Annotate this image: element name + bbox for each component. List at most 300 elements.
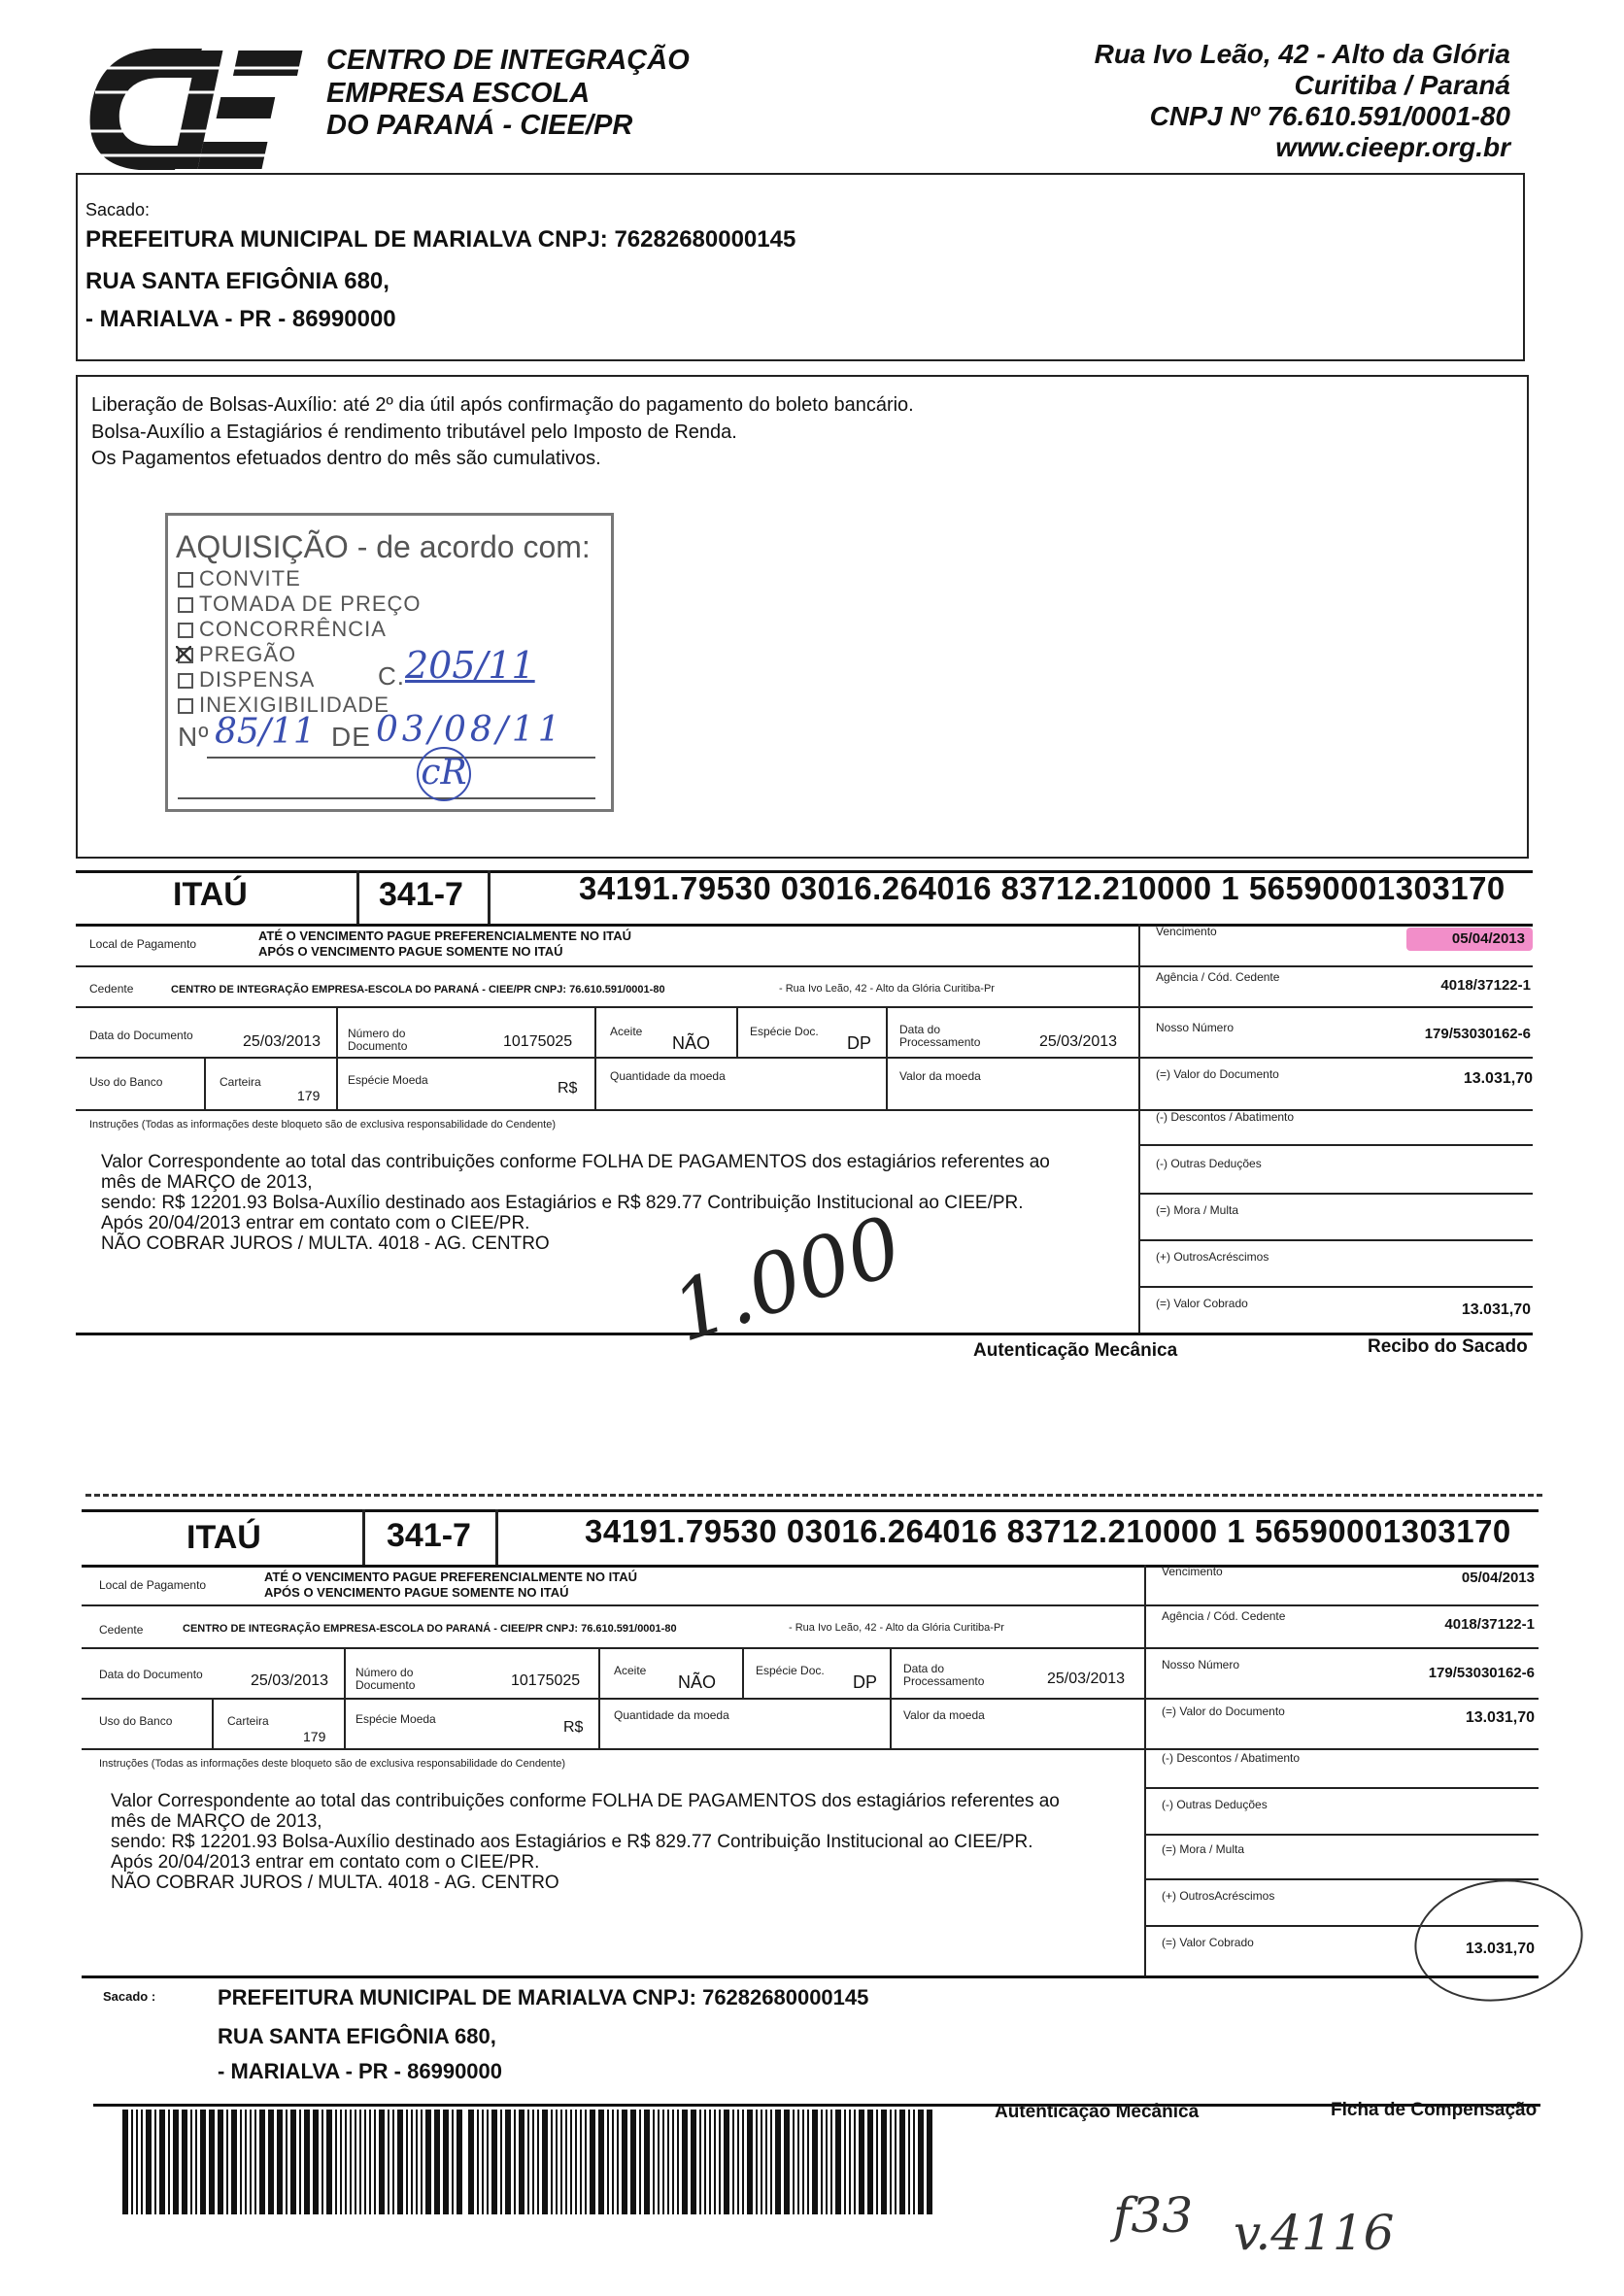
slip2-carteira: 179 <box>303 1729 326 1744</box>
barcode-bar <box>434 2110 440 2214</box>
barcode-bar <box>254 2110 256 2214</box>
stamp-title: AQUISIÇÃO - de acordo com: <box>176 529 591 564</box>
notice-line2: Bolsa-Auxílio a Estagiários é rendimento tributável pelo Imposto de Renda. <box>91 422 737 443</box>
barcode-bar <box>131 2110 133 2214</box>
barcode-bar <box>355 2110 356 2214</box>
slip2-bank-name: ITAÚ <box>186 1519 261 1556</box>
slip2-cedente-addr: - Rua Ivo Leão, 42 - Alto da Glória Curitiba-Pr <box>789 1622 1004 1634</box>
slip1-cedente-label: Cedente <box>89 982 134 996</box>
notice-line3: Os Pagamentos efetuados dentro do mês são cumulativos. <box>91 448 601 469</box>
slip1-qtd-moeda-label: Quantidade da moeda <box>610 1069 726 1083</box>
org-name-line3: DO PARANÁ - CIEE/PR <box>326 110 633 141</box>
slip2-local-text-2: APÓS O VENCIMENTO PAGUE SOMENTE NO ITAÚ <box>264 1585 569 1600</box>
barcode-bar <box>667 2110 669 2214</box>
slip1-autenticacao: Autenticação Mecânica <box>973 1340 1178 1361</box>
barcode-bar <box>245 2110 247 2214</box>
stamp-option-label: CONCORRÊNCIA <box>199 617 387 641</box>
slip2-vencimento: 05/04/2013 <box>1461 1570 1535 1586</box>
slip2-especie-doc: DP <box>853 1672 878 1692</box>
slip1-uso-banco-label: Uso do Banco <box>89 1075 163 1089</box>
slip2-especie-doc-label: Espécie Doc. <box>756 1664 825 1677</box>
stamp-option-label: CONVITE <box>199 566 301 591</box>
barcode-bar <box>876 2110 878 2214</box>
slip2-local-label: Local de Pagamento <box>99 1578 207 1592</box>
barcode-bar <box>388 2110 389 2214</box>
barcode-bar <box>411 2110 413 2214</box>
notice-line1: Liberação de Bolsas-Auxílio: até 2º dia útil após confirmação do pagamento do boleto bancário. <box>91 394 914 416</box>
slip1-row-line <box>76 965 1533 967</box>
slip1-cedente: CENTRO DE INTEGRAÇÃO EMPRESA-ESCOLA DO PARANÁ - CIEE/PR CNPJ: 76.610.591/0001-80 <box>171 984 665 996</box>
slip2-data-doc: 25/03/2013 <box>251 1672 329 1689</box>
slip1-outras-deducoes-label: (-) Outras Deduções <box>1156 1157 1262 1170</box>
barcode-bar <box>290 2110 296 2214</box>
barcode-bar <box>141 2110 143 2214</box>
barcode-bar <box>913 2110 915 2214</box>
slip1-instrucoes-label: Instruções (Todas as informações deste bloqueto são de exclusiva responsabilidade do Cendente) <box>89 1119 557 1131</box>
org-address-line2: Curitiba / Paraná <box>1294 70 1510 100</box>
slip1-divider <box>488 870 491 925</box>
barcode-bar <box>918 2110 924 2214</box>
barcode-bar <box>565 2110 567 2214</box>
barcode-bar <box>719 2110 721 2214</box>
barcode-bar <box>226 2110 228 2214</box>
stamp-no-label: Nº <box>178 722 210 752</box>
barcode-bar <box>200 2110 206 2214</box>
slip2-row-line <box>82 1647 1539 1649</box>
slip2-cedente-label: Cedente <box>99 1623 144 1637</box>
slip2-valor-cobrado-label: (=) Valor Cobrado <box>1162 1936 1254 1949</box>
barcode-bar <box>173 2110 179 2214</box>
barcode-bar <box>268 2110 274 2214</box>
slip1-num-doc: 10175025 <box>503 1033 573 1050</box>
slip1-bank-code: 341-7 <box>379 876 463 913</box>
barcode-bar <box>326 2110 332 2214</box>
slip1-data-proc-label: Data do Processamento <box>899 1023 981 1049</box>
barcode-bar <box>542 2110 548 2214</box>
barcode-bar <box>612 2110 614 2214</box>
slip1-digitable-line: 34191.79530 03016.264016 83712.210000 1 56590001303170 <box>579 870 1506 906</box>
slip2-sacado-label: Sacado : <box>103 1989 156 2004</box>
slip2-sacado-city: - MARIALVA - PR - 86990000 <box>218 2059 503 2083</box>
slip2-bottom-line <box>82 1975 1539 1978</box>
acquisition-stamp <box>165 513 614 812</box>
barcode-bar <box>570 2110 572 2214</box>
barcode-bar <box>369 2110 371 2214</box>
barcode-bar <box>756 2110 758 2214</box>
stamp-c-label: C. <box>378 661 405 691</box>
barcode-bar <box>672 2110 674 2214</box>
barcode-bar <box>704 2110 706 2214</box>
barcode-bar <box>519 2110 524 2214</box>
barcode-bar <box>622 2110 627 2214</box>
slip2-row-line <box>82 1698 1539 1700</box>
slip2-descontos-label: (-) Descontos / Abatimento <box>1162 1751 1301 1765</box>
barcode-bar <box>340 2110 342 2214</box>
barcode-bar <box>209 2110 215 2214</box>
stamp-option-label: INEXIGIBILIDADE <box>199 692 389 717</box>
barcode-bar <box>867 2110 873 2214</box>
barcode-bar <box>397 2110 403 2214</box>
slip1-valor-cobrado-label: (=) Valor Cobrado <box>1156 1297 1248 1310</box>
slip2-col-divider <box>1144 1565 1146 1976</box>
slip2-num-doc: 10175025 <box>511 1672 581 1689</box>
barcode-bar <box>709 2110 711 2214</box>
slip2-instr-line4: Após 20/04/2013 entrar em contato com o CIEE/PR. <box>111 1852 540 1873</box>
barcode-bar <box>286 2110 288 2214</box>
slip1-right-line <box>1138 1193 1533 1195</box>
barcode-bar <box>505 2110 511 2214</box>
barcode-bar <box>259 2110 265 2214</box>
handwritten-circle <box>1406 1869 1591 2011</box>
slip1-instr-line1: Valor Correspondente ao total das contribuições conforme FOLHA DE PAGAMENTOS dos estagiários referentes ao <box>101 1152 1050 1172</box>
barcode-bar <box>556 2110 558 2214</box>
barcode-bar <box>374 2110 376 2214</box>
slip1-col-divider <box>1138 924 1140 1334</box>
slip1-especie-doc-label: Espécie Doc. <box>750 1025 819 1038</box>
barcode-bar <box>468 2110 474 2214</box>
barcode <box>118 2110 940 2214</box>
barcode-bar <box>802 2110 804 2214</box>
slip1-local-text-1: ATÉ O VENCIMENTO PAGUE PREFERENCIALMENTE NO ITAÚ <box>258 929 632 943</box>
barcode-bar <box>580 2110 582 2214</box>
slip1-cell-divider <box>204 1057 206 1109</box>
slip2-data-proc: 25/03/2013 <box>1047 1671 1126 1687</box>
org-cnpj: CNPJ Nº 76.610.591/0001-80 <box>1149 101 1510 131</box>
slip1-especie-moeda-label: Espécie Moeda <box>348 1073 428 1087</box>
handwritten-note-1: f33 <box>1113 2187 1194 2244</box>
barcode-bar <box>658 2110 660 2214</box>
barcode-bar <box>859 2110 864 2214</box>
slip2-instr-line2: mês de MARÇO de 2013, <box>111 1811 322 1832</box>
barcode-bar <box>630 2110 636 2214</box>
org-website: www.cieepr.org.br <box>1275 132 1510 162</box>
barcode-bar <box>844 2110 846 2214</box>
slip2-uso-banco-label: Uso do Banco <box>99 1714 173 1728</box>
slip2-header-bottom <box>82 1565 1539 1568</box>
slip2-especie-moeda: R$ <box>563 1719 584 1736</box>
slip2-instr-line1: Valor Correspondente ao total das contribuições conforme FOLHA DE PAGAMENTOS dos estagiários referentes ao <box>111 1791 1060 1811</box>
barcode-bar <box>250 2110 252 2214</box>
barcode-bar <box>807 2110 809 2214</box>
slip1-valor-doc-label: (=) Valor do Documento <box>1156 1067 1279 1081</box>
slip2-right-line <box>1144 1878 1539 1880</box>
barcode-bar <box>821 2110 823 2214</box>
slip2-sacado-name: PREFEITURA MUNICIPAL DE MARIALVA CNPJ: 76282680000145 <box>218 1985 869 2009</box>
barcode-bar <box>146 2110 152 2214</box>
slip1-nosso-numero: 179/53030162-6 <box>1424 1026 1531 1042</box>
barcode-bar <box>487 2110 489 2214</box>
barcode-bar <box>765 2110 767 2214</box>
barcode-bar <box>927 2110 932 2214</box>
barcode-bar <box>881 2110 887 2214</box>
barcode-bar <box>812 2110 818 2214</box>
barcode-bar <box>299 2110 301 2214</box>
slip1-local-text-2: APÓS O VENCIMENTO PAGUE SOMENTE NO ITAÚ <box>258 944 563 959</box>
barcode-bar <box>335 2110 337 2214</box>
barcode-bar <box>826 2110 828 2214</box>
barcode-bar <box>714 2110 716 2214</box>
sacado-street: RUA SANTA EFIGÔNIA 680, <box>85 268 389 294</box>
slip2-cell-divider <box>212 1698 214 1748</box>
barcode-bar <box>653 2110 655 2214</box>
barcode-bar <box>854 2110 856 2214</box>
barcode-bar <box>231 2110 237 2214</box>
slip2-data-proc-label: Data do Processamento <box>903 1662 985 1688</box>
slip1-agencia: 4018/37122-1 <box>1440 977 1531 994</box>
barcode-bar <box>732 2110 734 2214</box>
slip2-agencia: 4018/37122-1 <box>1444 1616 1535 1633</box>
sacado-label: Sacado: <box>85 200 151 219</box>
slip1-header-bottom <box>76 924 1533 927</box>
stamp-no-value: 85/11 <box>215 712 316 752</box>
slip2-instr-line3: sendo: R$ 12201.93 Bolsa-Auxílio destinado aos Estagiários e R$ 829.77 Contribuição Institucional ao CIEE/PR. <box>111 1832 1033 1852</box>
slip2-row-line <box>82 1604 1539 1606</box>
slip1-vencimento-label: Vencimento <box>1156 925 1217 938</box>
slip1-especie-doc: DP <box>847 1033 872 1053</box>
barcode-bar <box>218 2110 223 2214</box>
slip2-valor-moeda-label: Valor da moeda <box>903 1708 985 1722</box>
slip2-digitable-line: 34191.79530 03016.264016 83712.210000 1 56590001303170 <box>585 1513 1511 1549</box>
slip1-cedente-addr: - Rua Ivo Leão, 42 - Alto da Glória Curitiba-Pr <box>779 983 995 995</box>
checkbox-icon <box>178 572 193 588</box>
slip2-carteira-label: Carteira <box>227 1714 269 1728</box>
barcode-bar <box>159 2110 165 2214</box>
barcode-bar <box>527 2110 529 2214</box>
barcode-bar <box>849 2110 851 2214</box>
barcode-bar <box>699 2110 701 2214</box>
barcode-bar <box>742 2110 744 2214</box>
barcode-bar <box>313 2110 319 2214</box>
slip1-row-line <box>76 1006 1533 1008</box>
stamp-option-concorrencia <box>178 617 387 642</box>
slip2-right-line <box>1144 1787 1539 1789</box>
barcode-bar <box>682 2110 688 2214</box>
slip1-carteira: 179 <box>297 1088 321 1103</box>
slip1-especie-moeda: R$ <box>558 1080 578 1097</box>
stamp-signature-line <box>178 797 595 799</box>
barcode-bar <box>644 2110 650 2214</box>
checkbox-icon <box>178 597 193 613</box>
org-name-line1: CENTRO DE INTEGRAÇÃO <box>326 45 690 76</box>
slip2-nosso-numero: 179/53030162-6 <box>1428 1665 1535 1681</box>
slip1-nosso-numero-label: Nosso Número <box>1156 1021 1235 1034</box>
barcode-bar <box>457 2110 462 2214</box>
barcode-bar <box>425 2110 431 2214</box>
stamp-option-label: TOMADA DE PREÇO <box>199 591 422 616</box>
slip1-descontos-label: (-) Descontos / Abatimento <box>1156 1110 1295 1124</box>
barcode-bar <box>560 2110 562 2214</box>
stamp-option-pregao <box>178 642 296 667</box>
handwritten-amount: 1.000 <box>660 1198 913 1361</box>
stamp-c-value: 205/11 <box>405 644 535 687</box>
barcode-bar <box>443 2110 449 2214</box>
barcode-bar <box>350 2110 352 2214</box>
barcode-bar <box>797 2110 799 2214</box>
barcode-bar <box>575 2110 577 2214</box>
slip2-nosso-numero-label: Nosso Número <box>1162 1658 1240 1671</box>
barcode-bar <box>598 2110 604 2214</box>
sacado-city: - MARIALVA - PR - 86990000 <box>85 306 396 332</box>
slip2-top-line <box>82 1509 1539 1512</box>
barcode-bar <box>793 2110 795 2214</box>
slip2-agencia-label: Agência / Cód. Cedente <box>1162 1609 1286 1623</box>
barcode-bar <box>890 2110 892 2214</box>
barcode-bar <box>195 2110 197 2214</box>
slip2-outras-deducoes-label: (-) Outras Deduções <box>1162 1798 1268 1811</box>
slip1-local-label: Local de Pagamento <box>89 937 197 951</box>
barcode-bar <box>277 2110 283 2214</box>
stamp-option-tomada <box>178 591 422 617</box>
checkbox-icon <box>178 623 193 638</box>
slip1-data-proc: 25/03/2013 <box>1039 1033 1118 1050</box>
slip1-instr-line3: sendo: R$ 12201.93 Bolsa-Auxílio destinado aos Estagiários e R$ 829.77 Contribuição Institucional ao CIEE/PR. <box>101 1193 1024 1213</box>
slip1-cell-divider <box>736 1006 738 1057</box>
slip1-instr-line4: Após 20/04/2013 entrar em contato com o CIEE/PR. <box>101 1213 530 1233</box>
barcode-bar <box>607 2110 609 2214</box>
slip1-valor-moeda-label: Valor da moeda <box>899 1069 981 1083</box>
slip2-ficha: Ficha de Compensação <box>1331 2100 1538 2120</box>
barcode-bar <box>359 2110 361 2214</box>
slip2-outros-acresc-label: (+) OutrosAcréscimos <box>1162 1889 1275 1903</box>
barcode-bar <box>122 2110 128 2214</box>
barcode-bar <box>240 2110 242 2214</box>
stamp-date-value: 03/08/11 <box>376 710 564 750</box>
checkbox-icon <box>178 673 193 689</box>
handwritten-note-2: v.4116 <box>1234 2205 1395 2261</box>
barcode-bar <box>639 2110 641 2214</box>
org-address-line1: Rua Ivo Leão, 42 - Alto da Glória <box>1094 39 1510 69</box>
slip1-right-line <box>1138 1239 1533 1241</box>
slip1-recibo: Recibo do Sacado <box>1368 1336 1528 1357</box>
checkbox-icon <box>178 698 193 714</box>
slip2-footer-line <box>93 2104 1540 2107</box>
barcode-bar <box>304 2110 310 2214</box>
slip1-instr-line5: NÃO COBRAR JUROS / MULTA. 4018 - AG. CENTRO <box>101 1233 550 1254</box>
slip2-aceite-label: Aceite <box>614 1664 647 1677</box>
slip2-row-line <box>82 1748 1539 1750</box>
barcode-bar <box>908 2110 910 2214</box>
slip1-divider <box>356 870 359 925</box>
slip1-data-doc: 25/03/2013 <box>243 1033 321 1050</box>
stamp-option-label: PREGÃO <box>199 642 297 666</box>
stamp-option-dispensa <box>178 667 315 692</box>
barcode-bar <box>617 2110 619 2214</box>
barcode-bar <box>537 2110 539 2214</box>
slip2-data-doc-label: Data do Documento <box>99 1668 203 1681</box>
barcode-bar <box>677 2110 679 2214</box>
slip2-local-text-1: ATÉ O VENCIMENTO PAGUE PREFERENCIALMENTE NO ITAÚ <box>264 1570 638 1584</box>
slip2-bank-code: 341-7 <box>387 1517 471 1554</box>
barcode-bar <box>416 2110 418 2214</box>
slip1-mora-label: (=) Mora / Multa <box>1156 1203 1239 1217</box>
checkbox-checked-icon <box>178 648 193 663</box>
stamp-de-label: DE <box>331 722 371 752</box>
barcode-bar <box>895 2110 897 2214</box>
org-name-line2: EMPRESA ESCOLA <box>326 78 591 109</box>
slip2-valor-doc-label: (=) Valor do Documento <box>1162 1705 1285 1718</box>
barcode-bar <box>482 2110 484 2214</box>
barcode-bar <box>835 2110 841 2214</box>
barcode-bar <box>770 2110 772 2214</box>
slip2-aceite: NÃO <box>678 1672 717 1692</box>
barcode-bar <box>532 2110 534 2214</box>
slip2-instrucoes-label: Instruções (Todas as informações deste bloqueto são de exclusiva responsabilidade do Cendente) <box>99 1758 566 1770</box>
slip2-cell-divider <box>742 1647 744 1698</box>
slip2-num-doc-label: Número do Documento <box>355 1666 416 1692</box>
barcode-bar <box>662 2110 664 2214</box>
barcode-bar <box>154 2110 156 2214</box>
barcode-bar <box>345 2110 347 2214</box>
barcode-bar <box>321 2110 323 2214</box>
barcode-bar <box>182 2110 187 2214</box>
barcode-bar <box>379 2110 385 2214</box>
slip2-valor-cobrado: 13.031,70 <box>1465 1941 1535 1957</box>
slip2-sacado-street: RUA SANTA EFIGÔNIA 680, <box>218 2024 496 2048</box>
slip1-bank-name: ITAÚ <box>173 876 248 913</box>
barcode-bar <box>724 2110 729 2214</box>
slip2-valor-doc: 13.031,70 <box>1465 1709 1535 1726</box>
slip1-carteira-label: Carteira <box>220 1075 261 1089</box>
cut-line <box>85 1494 1542 1497</box>
slip1-outros-acresc-label: (+) OutrosAcréscimos <box>1156 1250 1269 1264</box>
stamp-option-label: DISPENSA <box>199 667 316 692</box>
slip2-especie-moeda-label: Espécie Moeda <box>355 1712 436 1726</box>
barcode-bar <box>168 2110 170 2214</box>
slip2-cedente: CENTRO DE INTEGRAÇÃO EMPRESA-ESCOLA DO PARANÁ - CIEE/PR CNPJ: 76.610.591/0001-80 <box>183 1623 677 1635</box>
barcode-bar <box>406 2110 408 2214</box>
slip1-aceite-label: Aceite <box>610 1025 643 1038</box>
slip1-aceite: NÃO <box>672 1033 711 1053</box>
slip1-valor-doc: 13.031,70 <box>1463 1070 1533 1087</box>
slip1-bottom-line <box>76 1333 1533 1335</box>
slip1-right-line <box>1138 1144 1533 1146</box>
slip2-divider <box>495 1509 498 1566</box>
barcode-bar <box>452 2110 454 2214</box>
slip1-row-line <box>76 1057 1533 1059</box>
barcode-bar <box>491 2110 497 2214</box>
barcode-bar <box>585 2110 587 2214</box>
slip1-row-line <box>76 1109 1533 1111</box>
barcode-bar <box>830 2110 832 2214</box>
barcode-bar <box>392 2110 394 2214</box>
slip1-right-line <box>1138 1286 1533 1288</box>
sacado-name: PREFEITURA MUNICIPAL DE MARIALVA CNPJ: 76282680000145 <box>85 226 796 253</box>
slip1-valor-cobrado: 13.031,70 <box>1461 1301 1531 1318</box>
stamp-underline <box>207 757 595 759</box>
barcode-bar <box>747 2110 753 2214</box>
slip2-divider <box>362 1509 365 1566</box>
barcode-bar <box>691 2110 696 2214</box>
barcode-bar <box>514 2110 516 2214</box>
slip1-agencia-label: Agência / Cód. Cedente <box>1156 970 1280 984</box>
slip2-qtd-moeda-label: Quantidade da moeda <box>614 1708 729 1722</box>
initials-signature: cR <box>417 747 471 801</box>
barcode-bar <box>477 2110 479 2214</box>
slip1-vencimento: 05/04/2013 <box>1451 930 1525 947</box>
barcode-bar <box>737 2110 739 2214</box>
barcode-bar <box>775 2110 781 2214</box>
slip1-instr-line2: mês de MARÇO de 2013, <box>101 1172 313 1193</box>
barcode-bar <box>551 2110 553 2214</box>
barcode-bar <box>761 2110 762 2214</box>
barcode-bar <box>421 2110 423 2214</box>
barcode-bar <box>364 2110 366 2214</box>
stamp-option-convite <box>178 566 301 591</box>
barcode-bar <box>899 2110 905 2214</box>
slip2-autenticacao: Autenticação Mecânica <box>995 2102 1200 2122</box>
barcode-bar <box>500 2110 502 2214</box>
ciee-logo <box>85 39 309 177</box>
